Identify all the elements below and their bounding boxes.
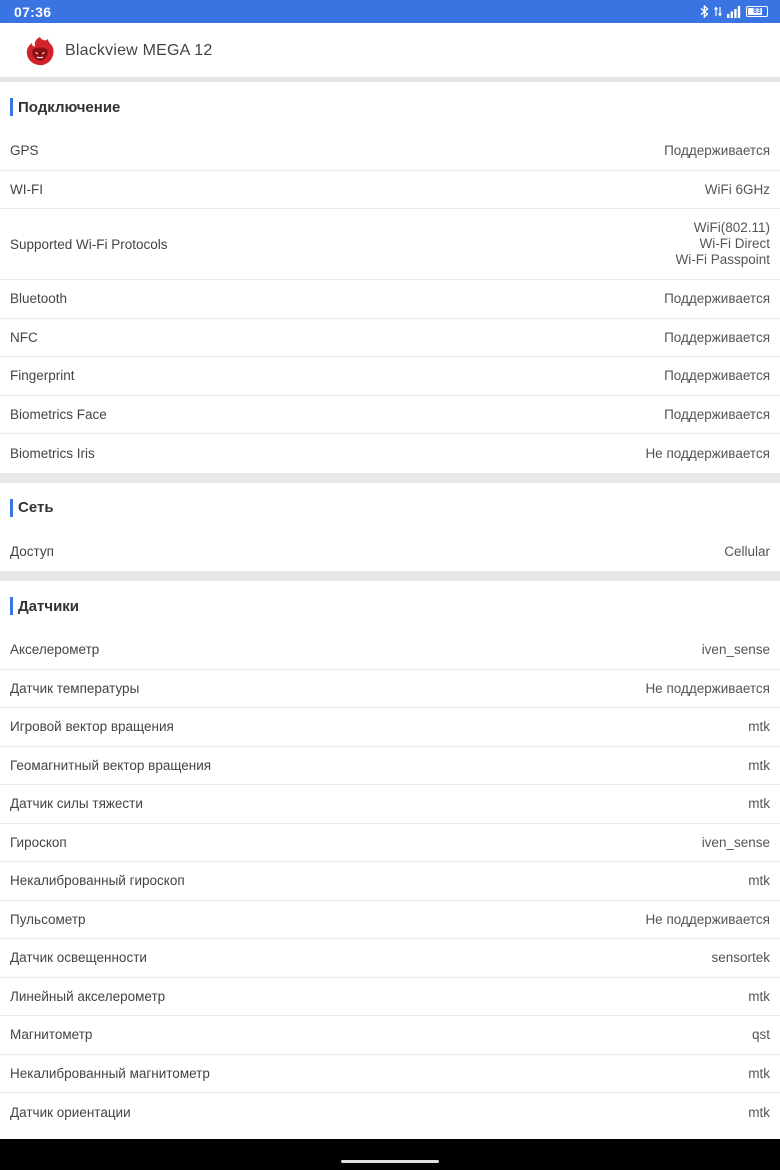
spec-key: Датчик силы тяжести [10,796,143,812]
spec-row-gps [0,132,780,171]
spec-value: mtk [748,1104,770,1120]
bluetooth-icon [700,5,709,18]
section-header-sensors [0,581,780,631]
spec-key: Акселерометр [10,642,100,658]
spec-key: Biometrics Iris [10,445,95,461]
navigation-bar [0,1139,780,1170]
status-time: 07:36 [14,3,52,20]
section-accent-bar [10,98,13,116]
section-title: Подключение [18,98,121,116]
signal-icon [727,6,741,18]
spec-value: iven_sense [701,642,770,658]
battery-icon [746,6,768,17]
section-title: Сеть [18,499,54,516]
spec-key: NFC [10,329,38,345]
section-sensors [0,631,780,1132]
spec-value: Поддерживается [664,291,770,307]
spec-value: Поддерживается [664,143,770,159]
spec-key: Датчик температуры [10,680,140,696]
spec-row-fingerprint [0,357,780,396]
spec-row-biometrics-iris [0,434,780,473]
spec-value: qst [751,1027,770,1043]
spec-key: Магнитометр [10,1027,93,1043]
spec-row-linear-acceleration [0,978,780,1017]
spec-value: mtk [748,873,770,889]
spec-row-gyroscope [0,824,780,863]
spec-row-light [0,939,780,978]
status-icons [700,5,768,18]
spec-value: Поддерживается [664,406,770,422]
app-bar [0,23,780,78]
data-arrows-icon [714,5,722,18]
spec-value: Поддерживается [664,368,770,384]
spec-row-geomagnetic-rotation [0,747,780,786]
spec-key: Датчик освещенности [10,950,147,966]
spec-key: Игровой вектор вращения [10,719,174,735]
spec-key: Доступ [10,544,54,560]
spec-value-line: WiFi(802.11) [693,220,770,235]
spec-key: Датчик ориентации [10,1104,131,1120]
section-divider [0,571,780,581]
section-network [0,533,780,572]
spec-key: Геомагнитный вектор вращения [10,757,212,773]
spec-row-uncalibrated-gyroscope [0,862,780,901]
section-header-network [0,483,780,533]
spec-value: mtk [748,796,770,812]
spec-row-heart-rate [0,901,780,940]
spec-key: WI-FI [10,181,43,197]
spec-value: Поддерживается [664,329,770,345]
status-bar [0,0,780,23]
spec-value: WiFi 6GHz [704,181,770,197]
spec-value: mtk [748,757,770,773]
spec-row-accelerometer [0,631,780,670]
antutu-flame-logo [24,35,56,67]
spec-value: Не поддерживается [645,680,770,696]
spec-key: Некалиброванный гироскоп [10,873,185,889]
app-title: Blackview MEGA 12 [65,41,213,59]
spec-row-wifi-protocols [0,209,780,280]
spec-row-biometrics-face [0,396,780,435]
spec-value: Не поддерживается [645,445,770,461]
spec-row-wifi [0,171,780,210]
section-divider [0,473,780,483]
spec-row-game-rotation [0,708,780,747]
spec-row-uncalibrated-magnetometer [0,1055,780,1094]
spec-value: Не поддерживается [645,911,770,927]
battery-level: 83 [753,8,761,15]
spec-key: Biometrics Face [10,406,107,422]
spec-value: sensortek [711,950,770,966]
spec-key: GPS [10,143,39,159]
spec-row-gravity [0,785,780,824]
spec-value: mtk [748,1065,770,1081]
spec-value: iven_sense [701,834,770,850]
spec-list[interactable] [0,82,780,1132]
spec-row-access [0,533,780,572]
section-header-connection [0,82,780,132]
section-accent-bar [10,499,13,517]
spec-value-line: Wi-Fi Passpoint [675,252,770,267]
spec-row-nfc [0,319,780,358]
spec-key: Пульсометр [10,911,86,927]
spec-value: mtk [748,719,770,735]
spec-value: mtk [748,988,770,1004]
spec-value-multiline [675,220,770,268]
spec-key: Некалиброванный магнитометр [10,1065,210,1081]
spec-row-magnetometer [0,1016,780,1055]
spec-key: Supported Wi-Fi Protocols [10,236,168,252]
section-title: Датчики [18,597,80,615]
spec-key: Fingerprint [10,368,75,384]
spec-value: Cellular [724,544,770,560]
section-connection [0,132,780,473]
spec-key: Гироскоп [10,834,67,850]
section-accent-bar [10,597,13,615]
spec-value-line: Wi-Fi Direct [699,236,770,251]
spec-row-orientation [0,1093,780,1132]
home-gesture-handle[interactable] [341,1160,439,1163]
spec-key: Линейный акселерометр [10,988,166,1004]
spec-key: Bluetooth [10,291,68,307]
spec-row-temperature [0,670,780,709]
spec-row-bluetooth [0,280,780,319]
